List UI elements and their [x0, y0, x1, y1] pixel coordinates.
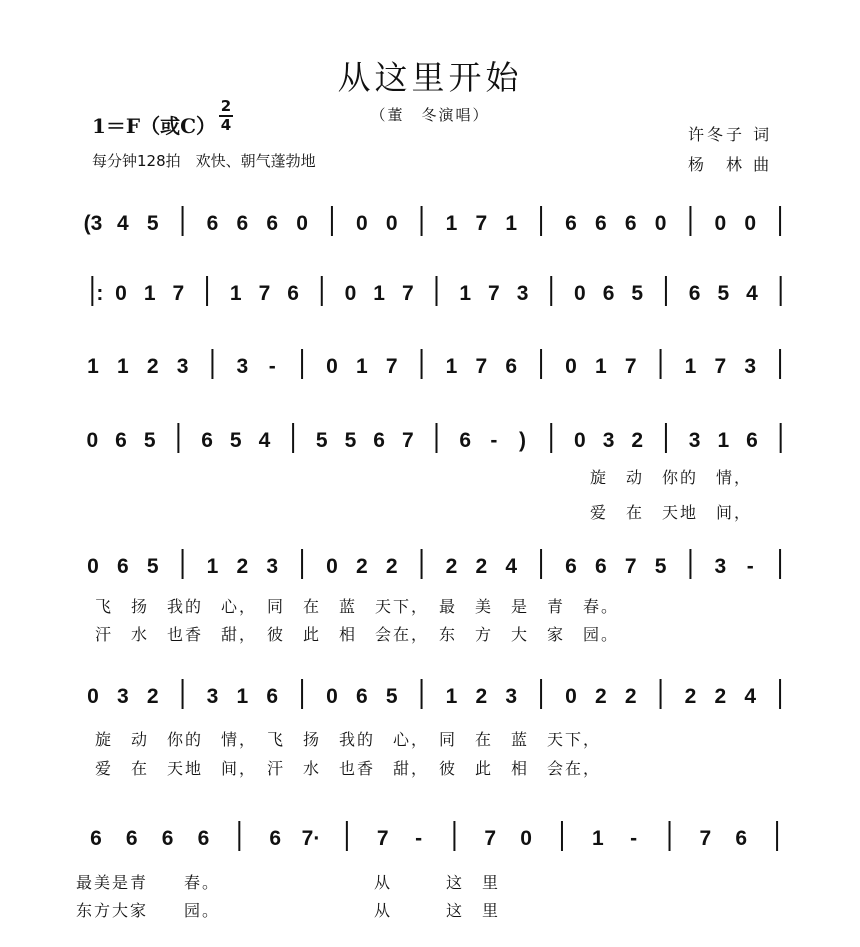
note: 7 — [376, 827, 389, 850]
time-signature-bottom: 4 — [220, 116, 232, 134]
note: 2 — [236, 555, 249, 578]
note: 4 — [116, 212, 129, 235]
note: 0 — [744, 212, 757, 235]
note: 4 — [258, 429, 271, 452]
note: 1 — [684, 355, 697, 378]
lyricist-credit: 许冬子 词 — [688, 125, 773, 144]
note: 7· — [301, 827, 321, 850]
note: 6 — [116, 555, 129, 578]
note: 0 — [574, 282, 586, 305]
lyric-row5-verse1: 飞 扬 我的 心， 同 在 蓝 天下， 最 美 是 青 春。 — [95, 597, 620, 616]
note: 2 — [445, 555, 458, 578]
lyric-row4-verse1: 旋 动 你的 情， — [590, 468, 753, 487]
lyric-row7-verse2: 东方大家 园。 从 这 里 — [76, 901, 501, 920]
note: 5 — [631, 282, 644, 305]
lyric-row6-verse1: 旋 动 你的 情， 飞 扬 我的 心， 同 在 蓝 天下， — [95, 730, 602, 749]
note: 0 — [86, 429, 99, 452]
note: 6 — [459, 429, 472, 452]
note: 2 — [631, 429, 644, 452]
note: 2 — [146, 685, 159, 708]
repeat-sign: : — [96, 282, 104, 305]
note: 0 — [87, 685, 99, 708]
note: 7 — [624, 355, 637, 378]
note: 3 — [236, 355, 249, 378]
note: 7 — [385, 355, 398, 378]
note: 1 — [505, 212, 518, 235]
note: 5 — [143, 429, 156, 452]
note: 7 — [714, 355, 727, 378]
note: 6 — [505, 355, 518, 378]
note: 0 — [296, 212, 308, 235]
note: 2 — [146, 355, 159, 378]
note: 0 — [355, 212, 368, 235]
note: 0 — [326, 685, 338, 708]
note: 3 — [688, 429, 701, 452]
note: 1 — [206, 555, 219, 578]
note: - — [630, 827, 638, 850]
note: 3 — [602, 429, 615, 452]
note: 6 — [266, 212, 279, 235]
note: 7 — [624, 555, 637, 578]
note: 3 — [505, 685, 518, 708]
note: 5 — [654, 555, 667, 578]
note: 6 — [746, 429, 758, 452]
note: 6 — [565, 212, 577, 235]
note: 7 — [488, 282, 500, 305]
song-title: 从这里开始 — [337, 58, 523, 97]
note: 4 — [505, 555, 518, 578]
note: 1 — [594, 355, 607, 378]
note: 6 — [565, 555, 577, 578]
note: 4 — [746, 282, 758, 305]
note: 7 — [699, 827, 712, 850]
singer-credit: （董 冬演唱） — [370, 106, 490, 124]
note: 6 — [90, 827, 102, 850]
note: 2 — [385, 555, 398, 578]
note: 6 — [236, 212, 249, 235]
note: 6 — [594, 212, 607, 235]
lyric-row4-verse2: 爱 在 天地 间， — [590, 503, 753, 522]
note: 5 — [146, 555, 159, 578]
note: 7 — [401, 282, 414, 305]
note: 4 — [744, 685, 757, 708]
note: 1 — [445, 685, 458, 708]
note: 6 — [735, 827, 748, 850]
note: 0 — [326, 555, 338, 578]
note: 3 — [176, 355, 189, 378]
note: 2 — [624, 685, 637, 708]
note: 1 — [373, 282, 385, 305]
note: 1 — [459, 282, 472, 305]
note: 0 — [344, 282, 357, 305]
note: 7 — [172, 282, 185, 305]
note: 5 — [229, 429, 242, 452]
lyric-row5-verse2: 汗 水 也香 甜， 彼 此 相 会在， 东 方 大 家 园。 — [95, 625, 620, 644]
note: 1 — [236, 685, 249, 708]
note: 7 — [401, 429, 414, 452]
note: ) — [519, 429, 527, 452]
note: 0 — [565, 685, 577, 708]
note: 3 — [116, 685, 129, 708]
note: 1 — [591, 827, 604, 850]
note: 7 — [484, 827, 497, 850]
note: 2 — [684, 685, 697, 708]
note: 0 — [326, 355, 338, 378]
note: 7 — [475, 355, 488, 378]
note: 0 — [714, 212, 727, 235]
note: 5 — [385, 685, 398, 708]
note: 2 — [475, 555, 488, 578]
tempo-marking: 每分钟128拍 欢快、朝气蓬勃地 — [92, 152, 316, 170]
note: 3 — [714, 555, 727, 578]
note: 6 — [115, 429, 127, 452]
lyric-row7-verse1: 最美是青 春。 从 这 里 — [76, 873, 501, 892]
note: 1 — [445, 355, 458, 378]
note: - — [746, 555, 754, 578]
note: 2 — [714, 685, 727, 708]
note: 0 — [115, 282, 127, 305]
note: 6 — [602, 282, 615, 305]
note: - — [415, 827, 423, 850]
time-signature-top: 2 — [220, 97, 232, 115]
note: 5 — [315, 429, 328, 452]
note: 6 — [373, 429, 385, 452]
note: 6 — [266, 685, 279, 708]
note: 1 — [116, 355, 129, 378]
note: 1 — [717, 429, 730, 452]
note: 0 — [87, 555, 99, 578]
note: 0 — [520, 827, 532, 850]
note: 3 — [744, 355, 757, 378]
note: 5 — [146, 212, 159, 235]
note: 0 — [565, 355, 577, 378]
note: 2 — [355, 555, 368, 578]
note: 2 — [594, 685, 607, 708]
note: 6 — [287, 282, 299, 305]
note: 0 — [385, 212, 398, 235]
note: 0 — [654, 212, 667, 235]
note: 7 — [475, 212, 488, 235]
note: 6 — [201, 429, 213, 452]
note: - — [490, 429, 498, 452]
note: 5 — [717, 282, 730, 305]
note: - — [268, 355, 276, 378]
note: 5 — [344, 429, 357, 452]
note: 6 — [688, 282, 701, 305]
composer-credit: 杨 林 曲 — [688, 155, 773, 174]
note: 3 — [206, 685, 219, 708]
note: 6 — [161, 827, 174, 850]
note: 6 — [125, 827, 138, 850]
note: 1 — [355, 355, 368, 378]
lyric-row6-verse2: 爱 在 天地 间， 汗 水 也香 甜， 彼 此 相 会在， — [95, 759, 602, 778]
note: 3 — [266, 555, 279, 578]
note: 3 — [516, 282, 529, 305]
key-signature: 1＝F（或C） — [92, 114, 217, 138]
note: (3 — [83, 212, 103, 235]
note: 1 — [229, 282, 242, 305]
note: 6 — [206, 212, 219, 235]
note: 6 — [624, 212, 637, 235]
note: 0 — [574, 429, 586, 452]
note: 1 — [143, 282, 156, 305]
note: 2 — [475, 685, 488, 708]
note: 6 — [355, 685, 368, 708]
note: 6 — [269, 827, 282, 850]
note: 6 — [594, 555, 607, 578]
note: 7 — [258, 282, 271, 305]
note: 1 — [445, 212, 458, 235]
note: 6 — [197, 827, 210, 850]
note: 1 — [87, 355, 99, 378]
